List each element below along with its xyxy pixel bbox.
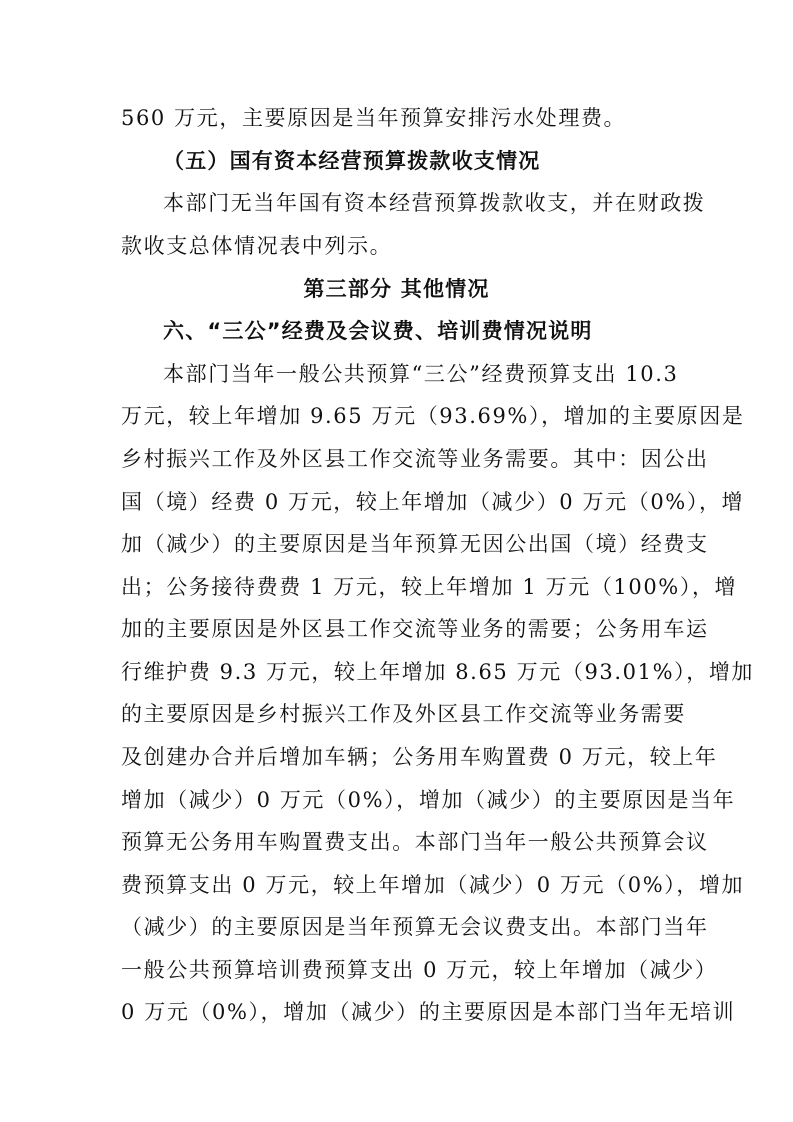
paragraph-line-21: 一般公共预算培训费预算支出 0 万元，较上年增加（减少） bbox=[121, 958, 718, 982]
paragraph-line-1: 560 万元，主要原因是当年预算安排污水处理费。 bbox=[121, 106, 627, 130]
paragraph-line-19: 费预算支出 0 万元，较上年增加（减少）0 万元（0%），增加 bbox=[121, 873, 745, 897]
paragraph-line-14: 行维护费 9.3 万元，较上年增加 8.65 万元（93.01%），增加 bbox=[121, 660, 755, 684]
paragraph-line-18: 预算无公务用车购置费支出。本部门当年一般公共预算会议 bbox=[121, 830, 709, 854]
paragraph-line-12: 出；公务接待费费 1 万元，较上年增加 1 万元（100%），增 bbox=[121, 575, 738, 599]
paragraph-line-22: 0 万元（0%），增加（减少）的主要原因是本部门当年无培训 bbox=[121, 1000, 736, 1024]
part-title-other-info: 第三部分 其他情况 bbox=[303, 277, 490, 301]
paragraph-line-9: 乡村振兴工作及外区县工作交流等业务需要。其中：因公出 bbox=[121, 447, 709, 471]
paragraph-line-17: 增加（减少）0 万元（0%），增加（减少）的主要原因是当年 bbox=[121, 788, 736, 812]
paragraph-line-13: 加的主要原因是外区县工作交流等业务的需要；公务用车运 bbox=[121, 617, 709, 641]
paragraph-line-15: 的主要原因是乡村振兴工作及外区县工作交流等业务需要 bbox=[121, 702, 686, 726]
paragraph-line-3: 本部门无当年国有资本经营预算拨款收支，并在财政拨 bbox=[163, 191, 706, 215]
paragraph-line-20: （减少）的主要原因是当年预算无会议费支出。本部门当年 bbox=[121, 915, 709, 939]
paragraph-line-7: 本部门当年一般公共预算“三公”经费预算支出 10.3 bbox=[163, 362, 679, 386]
paragraph-line-4: 款收支总体情况表中列示。 bbox=[121, 234, 393, 258]
section-heading-three-public-expenses: 六、“三公”经费及会议费、培训费情况说明 bbox=[163, 319, 593, 343]
paragraph-line-11: 加（减少）的主要原因是当年预算无因公出国（境）经费支 bbox=[121, 532, 709, 556]
paragraph-line-10: 国（境）经费 0 万元，较上年增加（减少）0 万元（0%），增 bbox=[121, 490, 745, 514]
paragraph-line-8: 万元，较上年增加 9.65 万元（93.69%），增加的主要原因是 bbox=[121, 404, 745, 428]
paragraph-line-16: 及创建办合并后增加车辆；公务用车购置费 0 万元，较上年 bbox=[121, 745, 718, 769]
section-heading-state-capital-budget: （五）国有资本经营预算拨款收支情况 bbox=[163, 149, 541, 173]
